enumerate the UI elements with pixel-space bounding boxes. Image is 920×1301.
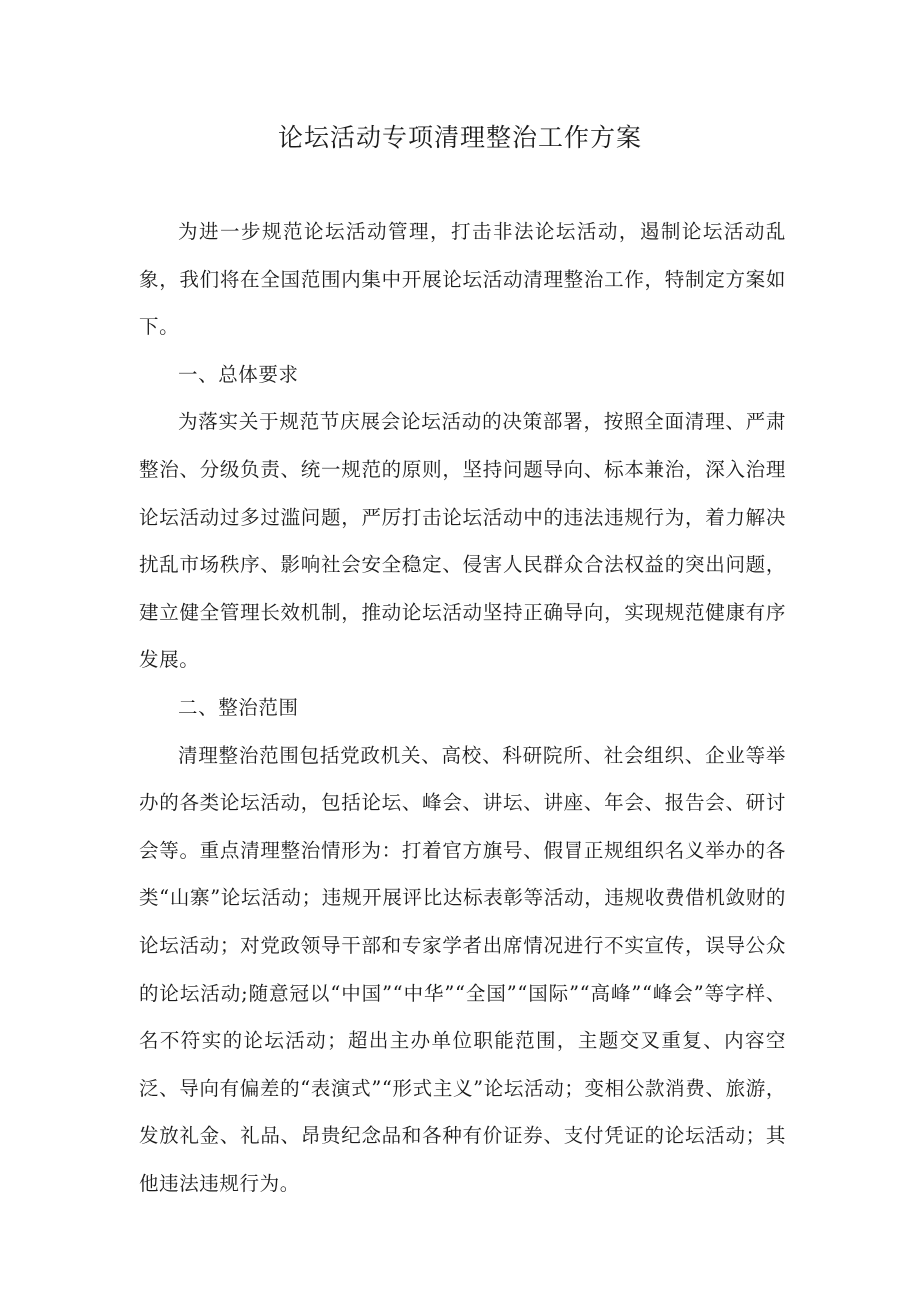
document-title: 论坛活动专项清理整治工作方案 [277,123,642,152]
intro-paragraph: 为进一步规范论坛活动管理，打击非法论坛活动，遏制论坛活动乱象，我们将在全国范围内集中开展论坛活动清理整治工作，特制定方案如下。 [139,220,786,339]
section-heading-scope: 二、整治范围 [178,695,299,719]
section-heading-general-requirements: 一、总体要求 [178,362,299,386]
general-requirements-paragraph: 为落实关于规范节庆展会论坛活动的决策部署，按照全面清理、严肃整治、分级负责、统一规范的原则，坚持问题导向、标本兼治，深入治理论坛活动过多过滥问题，严厉打击论坛活动中的违法违规行为，着力解决扰乱市场秩序、影响社会安全稳定、侵害人民群众合法权益的突出问题，建立健全管理长效机制，推动论坛活动坚持正确导向，实现规范健康有序发展。 [139,410,786,672]
scope-paragraph: 清理整治范围包括党政机关、高校、科研院所、社会组织、企业等举办的各类论坛活动，包括论坛、峰会、讲坛、讲座、年会、报告会、研讨会等。重点清理整治情形为：打着官方旗号、假冒正规组织名义举办的各类“山寨”论坛活动；违规开展评比达标表彰等活动，违规收费借机敛财的论坛活动；对党政领导干部和专家学者出席情况进行不实宣传，误导公众的论坛活动;随意冠以“中国”“中华”“全国”“国际”“高峰”“峰会”等字样、名不符实的论坛活动；超出主办单位职能范围，主题交叉重复、内容空泛、导向有偏差的“表演式”“形式主义”论坛活动；变相公款消费、旅游，发放礼金、礼品、昂贵纪念品和各种有价证券、支付凭证的论坛活动；其他违法违规行为。 [139,743,786,1195]
document-body [139,208,786,1207]
